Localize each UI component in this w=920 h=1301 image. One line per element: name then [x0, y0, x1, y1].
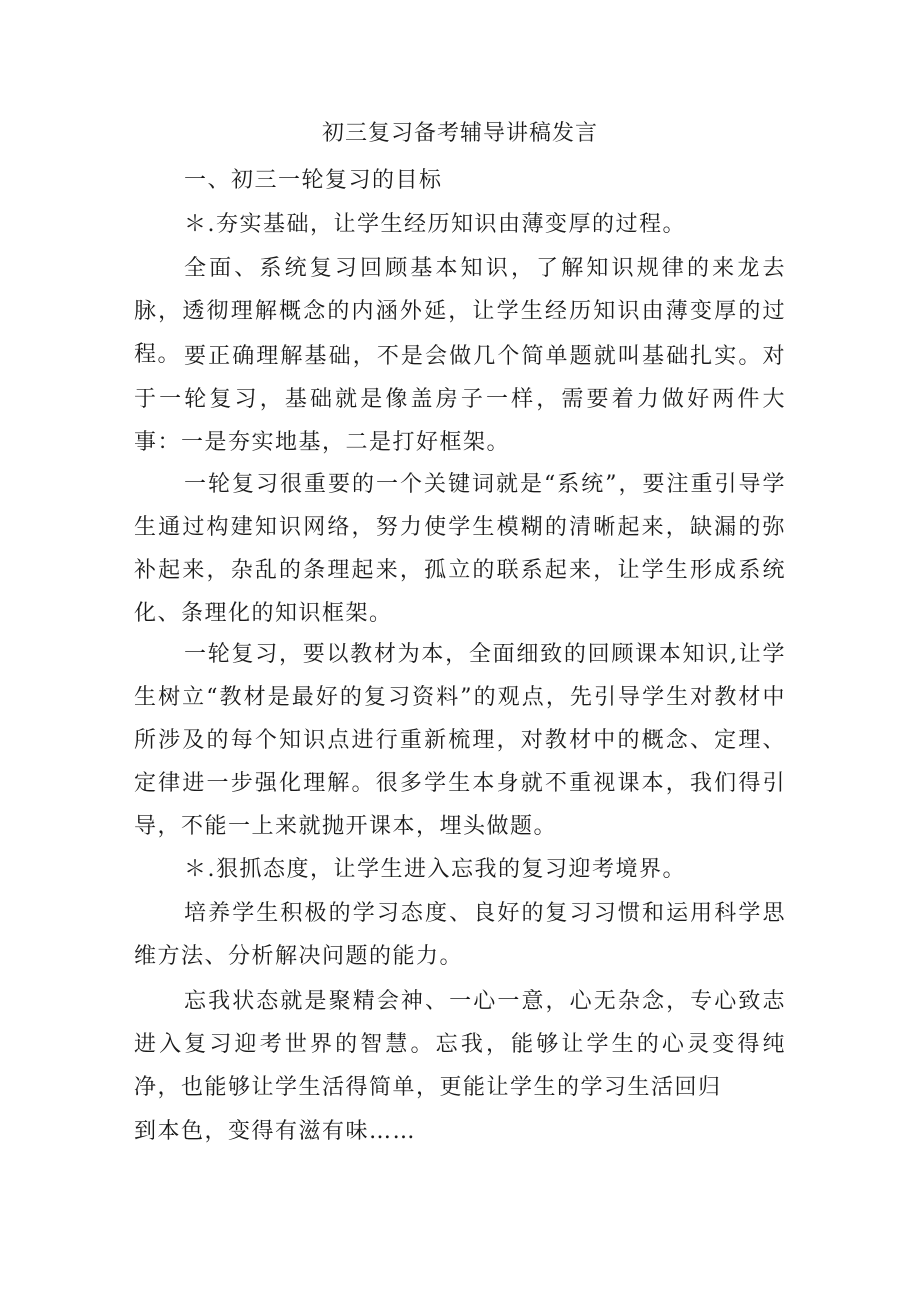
subsection-heading-2: ＊.狠抓态度，让学生进入忘我的复习迎考境界。 [184, 857, 686, 882]
paragraph-3: 一轮复习很重要的一个关键词就是“系统”，要注重引导学生通过构建知识网络，努力使学生模糊的清晰起来，缺漏的弥补起来，杂乱的条理起来，孤立的联系起来，让学生形成系统化、条理化的知识框架。 [134, 472, 786, 626]
subsection-heading-1: ＊.夯实基础，让学生经历知识由薄变厚的过程。 [184, 212, 686, 237]
paragraph-5: 培养学生积极的学习态度、良好的复习习惯和运用科学思维方法、分析解决问题的能力。 [134, 901, 786, 969]
document-title: 初三复习备考辅导讲稿发言 [321, 121, 598, 146]
paragraph-6-continued: 到本色，变得有滋有味…… [134, 1119, 417, 1144]
paragraph-2: 要正确理解基础，不是会做几个简单题就叫基础扎实。对于一轮复习，基础就是像盖房子一样，需要着力做好两件大事：一是夯实地基，二是打好框架。 [134, 344, 786, 455]
paragraph-6: 忘我状态就是聚精会神、一心一意，心无杂念，专心致志进入复习迎考世界的智慧。忘我，能够让学生的心灵变得纯净，也能够让学生活得简单，更能让学生的学习生活回归 [134, 989, 786, 1100]
paragraph-4: 一轮复习，要以教材为本，全面细致的回顾课本知识,让学生树立“教材是最好的复习资料”的观点，先引导学生对教材中所涉及的每个知识点进行重新梳理，对教材中的概念、定理、定律进一步强化理解。很多学生本身就不重视课本，我们得引导，不能一上来就抛开课本，埋头做题。 [134, 642, 786, 839]
paragraph-1: 全面、系统复习回顾基本知识，了解知识规律的来龙去脉，透彻理解概念的内涵外延，让学生经历知识由薄变厚的过程。 [134, 256, 786, 367]
section-heading: 一、初三一轮复习的目标 [184, 168, 443, 193]
